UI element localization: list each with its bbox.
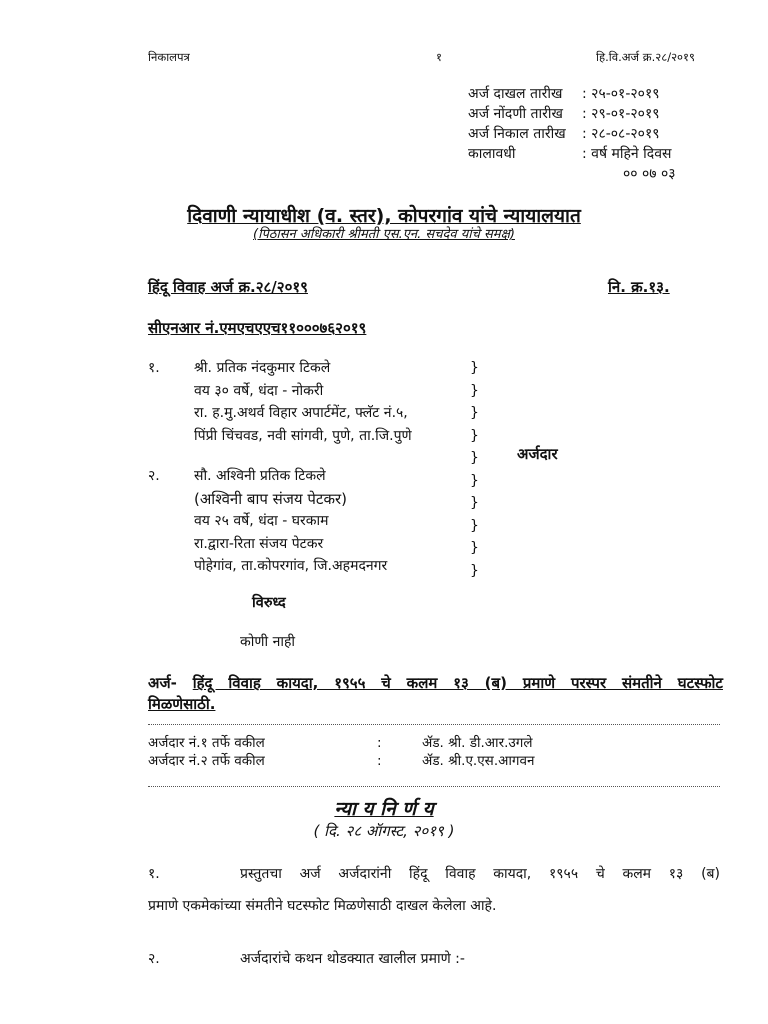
paragraph-2-number: २. <box>148 951 160 967</box>
respondent: कोणी नाही <box>240 634 296 650</box>
judgment-title: न्या य नि र्ण य <box>334 798 434 820</box>
duration-numbers-row <box>468 164 676 184</box>
brace: } <box>470 540 479 556</box>
subject-text-1: हिंदू विवाह कायदा, १९५५ चे कलम १३ (ब) प्रमाणे परस्पर संमतीने घटस्फोट <box>192 674 723 692</box>
paragraph-1-line-2: प्रमाणे एकमेकांच्या संमतीने घटस्फोट मिळणेसाठी दाखल केलेला आहे. <box>148 898 497 914</box>
brace: } <box>470 517 479 534</box>
header-left: निकालपत्र <box>148 50 190 64</box>
advocate-1-role: अर्जदार नं.१ तर्फे वकील <box>148 735 265 751</box>
date-filed-label: अर्ज दाखल तारीख <box>468 86 563 102</box>
date-registered-label: अर्ज नोंदणी तारीख <box>468 106 563 122</box>
paragraph-1-line-1 <box>240 864 720 883</box>
applicant-1-name: श्री. प्रतिक नंदकुमार टिकले <box>194 360 331 376</box>
advocate-1-name: ॲड. श्री. डी.आर.उगले <box>422 735 533 751</box>
brace: } <box>470 472 479 489</box>
advocate-2-name: ॲड. श्री.ए.एस.आगवन <box>422 753 535 769</box>
paragraph-word: अर्जदारांनी <box>338 866 392 882</box>
judgment-date: ( दि. २८ ऑगस्ट, २०१९ ) <box>313 822 455 840</box>
header-page-number: १ <box>436 50 442 64</box>
dates-block <box>468 84 676 184</box>
paragraph-word: हिंदू <box>409 866 428 882</box>
advocate-2-separator: : <box>377 753 382 769</box>
presiding-officer: (पिठासन अधिकारी श्रीमती एस.एन. सचदेव यांचे समक्ष) <box>253 227 515 242</box>
brace: } <box>470 405 479 421</box>
paragraph-word: विवाह <box>445 866 476 882</box>
date-filed <box>468 84 676 104</box>
paragraph-word: अर्ज <box>299 866 321 882</box>
header-right: हि.वि.अर्ज क्र.२८/२०१९ <box>596 50 695 64</box>
subject-lead: अर्ज- <box>148 674 177 692</box>
applicant-1 <box>148 357 478 447</box>
date-disposed-label: अर्ज निकाल तारीख <box>468 126 566 142</box>
paragraph-word: चे <box>595 866 605 882</box>
dotted-divider <box>148 786 720 787</box>
paragraph-word: कलम <box>622 866 652 882</box>
paragraph-2-text: अर्जदारांचे कथन थोडक्यात खालील प्रमाणे :- <box>240 951 465 967</box>
paragraph-word: १९५५ <box>548 866 579 882</box>
subject-text-2: मिळणेसाठी. <box>148 695 216 713</box>
date-disposed-value: : २८-०८-२०१९ <box>582 126 660 142</box>
paragraph-1-number: १. <box>148 866 160 882</box>
advocate-1-separator: : <box>377 735 382 751</box>
exhibit-number: नि. क्र.१३. <box>608 278 670 296</box>
date-disposed <box>468 124 676 144</box>
date-filed-value: : २५-०१-२०१९ <box>582 86 660 102</box>
dotted-divider <box>148 724 720 725</box>
duration-value: : वर्ष महिने दिवस <box>582 146 672 162</box>
applicant-label: अर्जदार <box>517 445 558 463</box>
cnr-number: सीएनआर नं.एमएचएएच११०००७६२०१९ <box>148 319 367 337</box>
application-subject <box>148 673 723 715</box>
brace: } <box>470 450 479 466</box>
brace: } <box>470 360 479 376</box>
versus-label: विरुध्द <box>252 595 286 611</box>
duration-label: कालावधी <box>468 146 516 162</box>
brace: } <box>470 382 479 399</box>
advocate-2-role: अर्जदार नं.२ तर्फे वकील <box>148 753 265 769</box>
brace: } <box>470 495 479 511</box>
applicant-1-address-1: रा. ह.मु.अथर्व विहार अपार्टमेंट, फ्लॅट नं.५, <box>194 405 408 421</box>
applicant-2-address-1: रा.द्वारा-रिता संजय पेटकर <box>194 535 324 552</box>
paragraph-word: प्रस्तुतचा <box>240 866 282 882</box>
subject-line-1 <box>148 673 723 694</box>
applicant-1-number: १. <box>148 360 160 376</box>
applicant-2-age: वय २५ वर्षे, धंदा - घरकाम <box>194 513 329 529</box>
paragraph-word: (ब) <box>701 866 720 882</box>
case-number: हिंदू विवाह अर्ज क्र.२८/२०१९ <box>148 278 308 296</box>
duration-numbers: ०० ०७ ०३ <box>623 166 676 182</box>
date-registered <box>468 104 676 124</box>
date-registered-value: : २९-०१-२०१९ <box>582 106 660 122</box>
applicant-2 <box>148 465 478 580</box>
court-title: दिवाणी न्यायाधीश (व. स्तर), कोपरगांव यांचे न्यायालयात <box>187 205 581 227</box>
paragraph-word: १३ <box>668 866 684 882</box>
applicant-2-name: सौ. अश्विनी प्रतिक टिकले <box>194 468 326 484</box>
brace: } <box>470 562 479 579</box>
applicant-1-address-2: पिंप्री चिंचवड, नवी सांगवी, पुणे, ता.जि.पुणे <box>194 427 412 444</box>
brace: } <box>470 427 479 444</box>
applicant-2-address-2: पोहेगांव, ता.कोपरगांव, जि.अहमदनगर <box>194 558 388 574</box>
applicant-1-age: वय ३० वर्षे, धंदा - नोकरी <box>194 382 324 399</box>
applicant-2-maiden-name: (अश्विनी बाप संजय पेटकर) <box>194 489 347 508</box>
paragraph-word: कायदा, <box>493 866 532 882</box>
duration <box>468 144 676 164</box>
applicant-2-number: २. <box>148 468 160 484</box>
